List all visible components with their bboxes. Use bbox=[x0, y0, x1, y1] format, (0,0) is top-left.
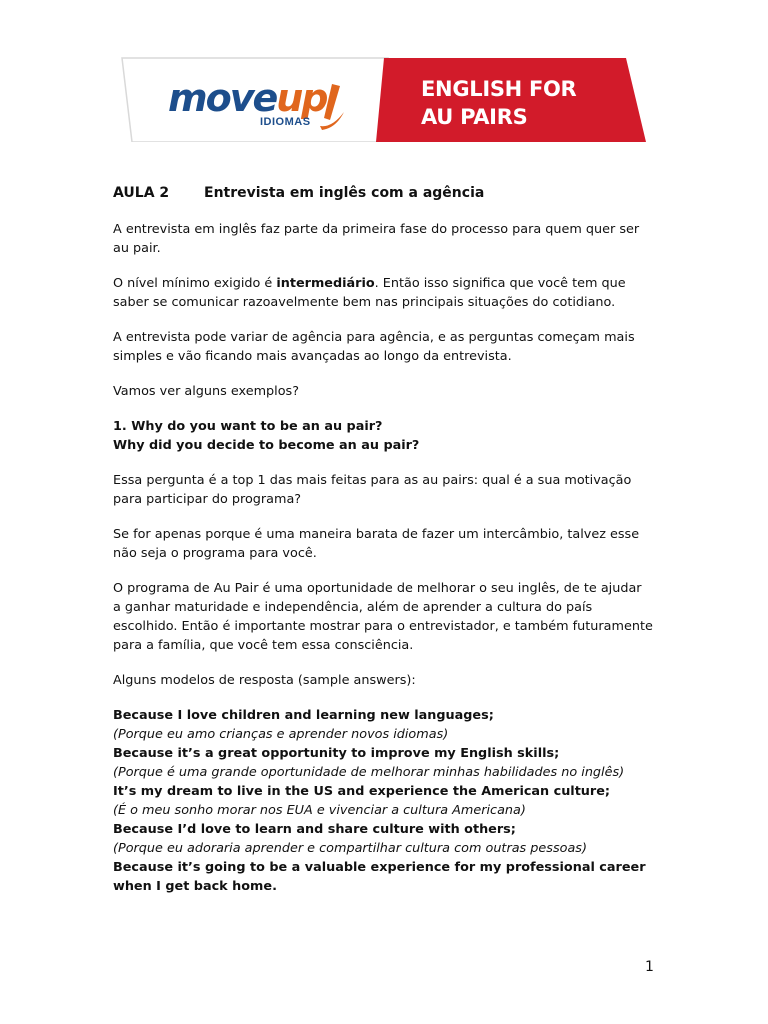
paragraph: A entrevista em inglês faz parte da primeira fase do processo para quem quer ser au pair. bbox=[113, 222, 640, 256]
emphasis-text: intermediário bbox=[276, 276, 375, 291]
paragraph: Se for apenas porque é uma maneira barata de fazer um intercâmbio, talvez esse não seja o programa para você. bbox=[113, 527, 640, 561]
moveup-logo bbox=[168, 76, 368, 136]
lesson-title: Entrevista em inglês com a agência bbox=[204, 185, 485, 201]
answer-en: It’s my dream to live in the US and experience the American culture; bbox=[113, 784, 611, 799]
answer-pt: (É o meu sonho morar nos EUA e vivenciar a cultura Americana) bbox=[113, 803, 526, 818]
paragraph-text: . Então isso significa que você tem que saber se comunicar razoavelmente bem nas principais situações do cotidiano. bbox=[113, 276, 626, 310]
answer-pt: (Porque eu amo crianças e aprender novos idiomas) bbox=[113, 727, 449, 742]
document-body bbox=[113, 184, 653, 896]
lesson-number: AULA 2 bbox=[113, 185, 170, 201]
paragraph: O programa de Au Pair é uma oportunidade de melhorar o seu inglês, de te ajudar a ganhar maturidade e independência, além de aprender a cultura do país escolhido. Então é importante mostrar para o entrevistador, e também futuramente para a família, que você tem essa consciência. bbox=[113, 581, 653, 653]
answer-pt: (Porque é uma grande oportunidade de melhorar minhas habilidades no inglês) bbox=[113, 765, 625, 780]
paragraph: Vamos ver alguns exemplos? bbox=[113, 384, 300, 399]
question-block bbox=[113, 417, 653, 455]
answer-en: Because it’s a great opportunity to improve my English skills; bbox=[113, 746, 560, 761]
logo-subtitle: IDIOMAS bbox=[260, 116, 311, 128]
logo-word-up: up bbox=[276, 76, 327, 120]
sample-answers bbox=[113, 706, 653, 896]
logo-word-move: move bbox=[168, 76, 277, 120]
banner-title: ENGLISH FOR AU PAIRS bbox=[421, 77, 577, 129]
page-number: 1 bbox=[645, 959, 654, 975]
paragraph: A entrevista pode variar de agência para agência, e as perguntas começam mais simples e vão ficando mais avançadas ao longo da entrevista. bbox=[113, 330, 635, 364]
logo-swoosh-icon bbox=[318, 82, 348, 132]
answer-en: Because I’d love to learn and share culture with others; bbox=[113, 822, 516, 837]
question-1: 1. Why do you want to be an au pair? bbox=[113, 419, 383, 434]
paragraph-level bbox=[113, 274, 653, 312]
answer-en: Because it’s going to be a valuable experience for my professional career when I get back home. bbox=[113, 860, 646, 894]
logo-wordmark bbox=[168, 76, 327, 120]
lesson-heading bbox=[113, 184, 653, 203]
answer-en: Because I love children and learning new languages; bbox=[113, 708, 494, 723]
answer-pt: (Porque eu adoraria aprender e compartilhar cultura com outras pessoas) bbox=[113, 841, 587, 856]
paragraph: Alguns modelos de resposta (sample answers): bbox=[113, 673, 416, 688]
question-2: Why did you decide to become an au pair? bbox=[113, 438, 420, 453]
paragraph: Essa pergunta é a top 1 das mais feitas para as au pairs: qual é a sua motivação para participar do programa? bbox=[113, 473, 632, 507]
header-banner bbox=[118, 52, 650, 142]
paragraph-text: O nível mínimo exigido é bbox=[113, 276, 277, 291]
